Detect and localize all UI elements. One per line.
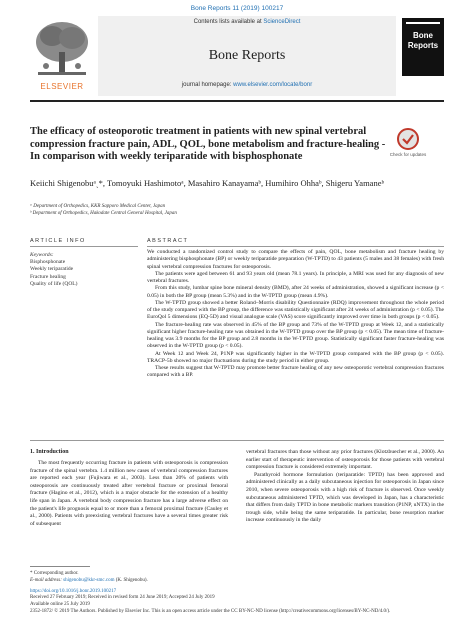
keywords-label: Keywords: <box>30 252 54 258</box>
email-line <box>30 578 444 585</box>
abstract-paragraph: The fracture-healing rate was observed in 45% of the BP group and 73% of the W-TPTD group at Week 12, and a statistically significant higher fracture-healing rate was obtained in the W-TPTD group over the BP group (p < 0.05). The mean time of fracture-healing was 3.9 months for the BP group and 2.8 months in the W-TPTD group. Statistically significant faster fracture-healing was observed in the W-TPTD group (p < 0.05). <box>147 321 444 350</box>
cover-title-line2: Reports <box>407 41 439 50</box>
abstract-paragraph: These results suggest that W-TPTD may promote better fracture healing of any new osteoporotic vertebral compression fractures compared with a BP. <box>147 365 444 379</box>
contents-prefix: Contents lists available at <box>193 19 262 25</box>
abstract-paragraph: We conducted a randomized control study to compare the effects of pain, QOL, bone metabolism and fracture healing by administering bisphosphonate (BP) or weekly teriparatide preparation (W-TPTD) to 43 patients (5 males and 38 females) with fresh spinal vertebral compression fractures for osteoporosis. <box>147 249 444 270</box>
article-info-rule <box>30 246 138 247</box>
keyword-item: Weekly teriparatide <box>30 266 74 273</box>
doi-link[interactable]: https://doi.org/10.1016/j.bonr.2019.100217 <box>30 588 117 594</box>
email-label: E-mail address: <box>30 577 62 583</box>
keyword-item: Quality of life (QOL) <box>30 280 78 287</box>
body-paragraph: The most frequently occurring fracture in patients with osteoporosis is compression fracture of the spinal vertebra. 1.4 million new cases of vertebral compression fractures are reported each year (Fujiwara et al., 2003). Less than 20% of patients with osteoporosis are continuously treated after vertebral fracture or proximal femoral fracture (Hagino et al., 2012), which is a major obstacle for the extension of a healthy life span in Japan. A vertebral body compression fracture has a large adverse effect on the patient's life prognosis equal to or more than a femoral proximal fracture (Cauley et al., 2000). Patients with preexisting vertebral fractures have a several times greater risk of subsequent <box>30 460 228 527</box>
homepage-prefix: journal homepage: <box>181 82 232 88</box>
abstract-paragraph: The patients were aged between 61 and 93 years old (mean 78.1 years). In principle, a MRI was used for any diagnosis of new vertebral fractures. <box>147 270 444 284</box>
online-date: Available online 25 July 2019 <box>30 602 90 608</box>
article-title: The efficacy of osteoporotic treatment in patients with new spinal vertebral compression fracture pain, ADL, QOL, bone metabolism and fracture-healing - In comparison with weekly teriparatide with bisphosphonate <box>30 126 386 163</box>
abstract-paragraph: At Week 12 and Week 24, P1NP was significantly higher in the W-TPTD group compared with the BP group (p < 0.05). TRACP-5b showed no major fluctuations during the study period in either group. <box>147 350 444 364</box>
email-suffix: (K. Shigenobu). <box>115 577 148 583</box>
sciencedirect-link[interactable]: ScienceDirect <box>263 19 301 25</box>
journal-cover-image <box>402 18 444 76</box>
body-column-right <box>246 449 444 525</box>
masthead <box>30 16 444 96</box>
publisher-logo-text: ELSEVIER <box>40 82 84 91</box>
keywords-block <box>30 252 120 288</box>
abstract-paragraph: From this study, lumbar spine bone mineral density (BMD), after 24 weeks of administration, showed a significant increase (p < 0.05) in both the BP group (mean 5.3%) and in the W-TPTD group (mean 4.9%). <box>147 285 444 299</box>
abstract-rule <box>147 246 444 247</box>
abstract-bottom-rule <box>30 440 444 441</box>
received-dates: Received 27 February 2019; Received in revised form 24 June 2019; Accepted 24 July 2019 <box>30 595 215 601</box>
journal-reference-link[interactable]: Bone Reports 11 (2019) 100217 <box>190 5 284 12</box>
license-text: 2352-1872/ © 2019 The Authors. Published by Elsevier Inc. This is an open access article under the CC BY-NC-ND license (http://creativecommons.org/licenses/BY-NC-ND/4.0/). <box>30 608 391 614</box>
body-column-left <box>30 460 228 528</box>
corresponding-author-note: * Corresponding author. <box>30 571 79 576</box>
abstract-body <box>147 249 444 380</box>
journal-title: Bone Reports <box>208 48 286 63</box>
keyword-item: Fracture healing <box>30 273 66 280</box>
affiliation-b: ᵇ Department of Orthopedics, Hakodate Central General Hospital, Japan <box>30 211 177 216</box>
cover-band <box>406 22 440 24</box>
body-paragraph: Parathyroid hormone formulation (teriparatide: TPTD) has been approved and administered clinically as a daily subcutaneous injection for osteoporosis in Japan since 2010, when severe osteoporosis with a high risk of fracture is observed. Once weekly subcutaneous administered TPTD, which was developed in Japan, has a characteristic that differs from daily TPTD in bone metabolic markers transition (P1NP, uNTX) in the trough side, while being the same teriparatide. In particular, bone resorption marker increase continuously in the daily <box>246 471 444 524</box>
homepage-link[interactable]: www.elsevier.com/locate/bonr <box>233 82 313 88</box>
header-rule <box>30 100 444 102</box>
affiliation-a: ᵃ Department of Orthopedics, KKR Sapporo Medical Center, Japan <box>30 204 166 209</box>
check-for-updates-label[interactable]: Check for updates <box>389 152 427 157</box>
journal-banner <box>98 16 396 96</box>
homepage-line <box>98 82 396 88</box>
author-list: Keiichi Shigenobuᵃˎ*, Tomoyuki Hashimotoᵃ, Masahiro Kanayamaᵇ, Humihiro Ohhaᵇ, Shigeru Yamaneᵇ <box>30 178 385 188</box>
abstract-paragraph: The W-TPTD group showed a better Roland–Morris disability Questionnaire (RDQ) improvement throughout the whole period of the study compared with the BP group, the difference was statistically significant after 24 weeks of administration (p < 0.05). The EuroQol 5 dimensions (EQ-5D) and visual analogue scale (VAS) score significantly improved over time in both groups (p < 0.05). <box>147 299 444 321</box>
keyword-item: Bisphosphonate <box>30 259 66 266</box>
email-link[interactable]: shigenobu@kkr-smc.com <box>63 577 115 583</box>
article-info-heading: ARTICLE INFO <box>30 238 86 244</box>
body-paragraph: vertebral fractures than those without any prior fractures (Klotzbuecher et al., 2000). An earlier start of therapeutic intervention of osteoporosis for those patients with vertebral compression fracture is considered extremely important. <box>246 449 444 471</box>
abstract-heading: ABSTRACT <box>147 238 189 244</box>
introduction-heading: 1. Introduction <box>30 449 69 455</box>
cover-title-line1: Bone <box>413 31 433 40</box>
footnotes <box>30 571 444 616</box>
contents-line <box>98 19 396 25</box>
footnote-rule <box>30 566 90 567</box>
